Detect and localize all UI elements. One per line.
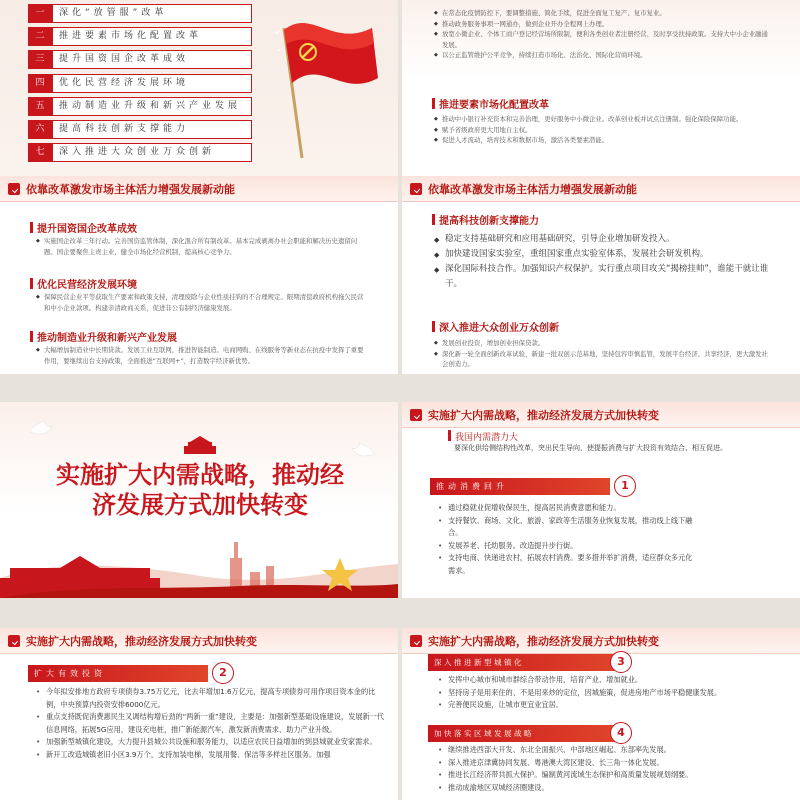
city-skyline-image (0, 528, 398, 598)
step-number-b: 4 (610, 722, 632, 744)
bullet-list-b (438, 744, 788, 794)
agenda-number: 七 (28, 143, 52, 162)
section-title-b: 深入推进大众创业万众创新 (432, 319, 559, 334)
slide-section-cover (0, 402, 398, 598)
header-title: 依靠改革激发市场主体活力增强发展新动能 (428, 183, 637, 196)
list-item: ◆ 保障民营企业平等获取生产要素和政策支持，清理废除与企业性质挂钩的不合理规定。限期清偿政府机构拖欠民营和中小企业款项。构建亲清政商关系，促进非公有制经济健康发展。 (36, 292, 366, 313)
agenda-label: 深入推进大众创业万众创新 (52, 143, 252, 162)
agenda-number: 一 (28, 4, 52, 23)
section-title: 优化民营经济发展环境 (30, 276, 137, 291)
header-title: 实施扩大内需战略，推动经济发展方式加快转变 (428, 635, 659, 648)
slide-agenda (0, 0, 398, 198)
agenda-label: 推进要素市场化配置改革 (52, 27, 252, 46)
slide-header (0, 176, 398, 202)
slide-header (402, 628, 800, 654)
list-item: • 继续推进西部大开发、东北全面振兴、中部地区崛起、东部率先发展。 (438, 744, 788, 757)
pill-heading-a: 深入推进新型城镇化 (428, 654, 618, 671)
agenda-label: 推动制造业升级和新兴产业发展 (52, 97, 252, 116)
agenda-label: 提高科技创新支撑能力 (52, 120, 252, 139)
section-text (36, 236, 366, 257)
pill-heading: 扩大有效投资 (28, 665, 208, 682)
section-title-a: 提高科技创新支撑能力 (432, 212, 539, 227)
list-item: • 发展养老、托幼服务。改造提升步行街。 (438, 540, 698, 553)
bullet-list-a (434, 232, 774, 292)
section-text (36, 345, 366, 366)
cover-title: 实施扩大内需战略，推动经 济发展方式加快转变 (56, 460, 344, 519)
list-item: • 通过稳就业促增收保民生，提高居民消费意愿和能力。 (438, 502, 698, 515)
check-icon (410, 409, 422, 421)
list-item: ◆ 加快建设国家实验室，重组国家重点实验室体系，发展社会研发机构。 (434, 247, 774, 262)
header-title: 实施扩大内需战略，推动经济发展方式加快转变 (26, 635, 257, 648)
list-item: ◆ 大幅增加制造业中长期贷款。发展工业互联网，推进智能制造。电商网购、在线服务等新业态在抗疫中发挥了重要作用，要继续出台支持政策，全面推进“互联网+”，打造数字经济新优势。 (36, 345, 366, 366)
agenda-row (28, 27, 252, 46)
check-icon (410, 635, 422, 647)
section-text (36, 292, 366, 313)
pill-heading-b: 加快落实区域发展战略 (428, 725, 618, 742)
agenda-label: 提升国资国企改革成效 (52, 50, 252, 69)
section-title: 推进要素市场化配置改革 (432, 96, 549, 111)
header-title: 依靠改革激发市场主体活力增强发展新动能 (26, 183, 235, 196)
section-title: 提升国资国企改革成效 (30, 220, 137, 235)
bullet-list-b (434, 114, 774, 146)
agenda-row (28, 4, 252, 23)
pill-heading: 推动消费回升 (430, 478, 610, 495)
slide-header (0, 628, 398, 654)
agenda-row (28, 50, 252, 69)
slide-urbanization (402, 628, 800, 800)
list-item: ◆ 推动政务服务事项一网通办，做到企业开办全程网上办理。 (434, 19, 774, 30)
list-item: ◆ 放宽小微企业、个体工商户登记经营场所限制，便利各类创业者注册经营、及时享受扶持政策。支持大中小企业融通发展。 (434, 29, 774, 50)
agenda-label: 优化民营经济发展环境 (52, 74, 252, 93)
list-item: • 推进长江经济带共抓大保护。编制黄河流域生态保护和高质量发展规划纲要。 (438, 769, 788, 782)
step-number: 2 (212, 662, 234, 684)
agenda-number: 二 (28, 27, 52, 46)
list-item: • 支持餐饮、商场、文化、旅游、家政等生活服务业恢复发展，推动线上线下融合。 (438, 515, 698, 540)
list-item: ◆ 促进人才流动，培育技术和数据市场，激活各类要素潜能。 (434, 135, 774, 146)
agenda-number: 三 (28, 50, 52, 69)
agenda-number: 六 (28, 120, 52, 139)
list-item: ◆ 深化国际科技合作。加强知识产权保护。实行重点项目攻关“揭榜挂帅”，谁能干就让谁干。 (434, 262, 774, 292)
list-item: ◆ 推动中小银行补充资本和完善治理，更好服务中小微企业。改革创业板并试点注册制。强化保险保障功能。 (434, 114, 774, 125)
section-title: 推动制造业升级和新兴产业发展 (30, 329, 177, 344)
agenda-label: 深化“放管服”改革 (52, 4, 252, 23)
bullet-list (36, 686, 386, 761)
header-title: 实施扩大内需战略，推动经济发展方式加快转变 (428, 409, 659, 422)
list-item: ◆ 发展创业投资，增加创业担保贷款。 (434, 338, 774, 349)
list-item: • 完善便民设施，让城市更宜业宜居。 (438, 699, 788, 712)
agenda-row (28, 143, 252, 162)
intro-text: 要深化供给侧结构性改革，突出民生导向，使提振消费与扩大投资有效结合、相互促进。 (454, 444, 727, 452)
agenda-row (28, 120, 252, 139)
agenda-number: 四 (28, 74, 52, 93)
slide-soe-reform (0, 176, 398, 374)
agenda-number: 五 (28, 97, 52, 116)
tiananmen-icon (180, 432, 220, 454)
list-item: ◆ 稳定支持基础研究和应用基础研究，引导企业增加研发投入。 (434, 232, 774, 247)
bullet-list-a (434, 8, 774, 61)
slide-reform-details (402, 0, 800, 198)
step-number: 1 (614, 475, 636, 497)
red-flag-image (262, 8, 382, 158)
list-item: • 今年拟安排地方政府专项债券3.75万亿元，比去年增加1.6万亿元，提高专项债券可用作项目资本金的比例，中央预算内投资安排6000亿元。 (36, 686, 386, 711)
bullet-list (438, 502, 698, 577)
dove-icon (350, 440, 376, 462)
list-item: • 发挥中心城市和城市群综合带动作用，培育产业、增加就业。 (438, 674, 788, 687)
dove-icon (28, 418, 54, 440)
list-item: • 加强新型城镇化建设，大力提升县城公共设施和服务能力，以适应农民日益增加的到县城就业安家需求。 (36, 736, 386, 749)
agenda-row (28, 74, 252, 93)
bullet-list-a (438, 674, 788, 712)
bullet-list-b (434, 338, 774, 370)
check-icon (410, 183, 422, 195)
list-item: • 重点支持既促消费惠民生又调结构增后劲的“两新一重”建设，主要是：加强新型基础设施建设，发展新一代信息网络，拓展5G应用，建设充电桩，推广新能源汽车，激发新消费需求、助力产业升级。 (36, 711, 386, 736)
subtitle: 我国内需潜力大 (448, 430, 518, 443)
list-item: ◆ 赋予省级政府更大用地自主权。 (434, 125, 774, 136)
check-icon (8, 635, 20, 647)
slide-domestic-demand (402, 402, 800, 598)
list-item: • 推动成渝地区双城经济圈建设。 (438, 782, 788, 795)
list-item: • 坚持房子是用来住的、不是用来炒的定位，因城施策，促进房地产市场平稳健康发展。 (438, 687, 788, 700)
slide-header (402, 176, 800, 202)
list-item: ◆ 在常态化疫情防控下，要调整措施、简化手续，促进全面复工复产、复市复业。 (434, 8, 774, 19)
list-item: • 新开工改造城镇老旧小区3.9万个，支持加装电梯，发展用餐、保洁等多样社区服务。加强 (36, 749, 386, 762)
list-item: • 深入推进京津冀协同发展、粤港澳大湾区建设、长三角一体化发展。 (438, 757, 788, 770)
step-number-a: 3 (610, 651, 632, 673)
slide-effective-investment (0, 628, 398, 800)
list-item: ◆ 深化新一轮全面创新改革试验，新建一批双创示范基地，坚持包容审慎监管，发展平台经济、共享经济，更大激发社会创造力。 (434, 349, 774, 370)
agenda-row (28, 97, 252, 116)
list-item: ◆ 实施国企改革三年行动。完善国资监管体制，深化混合所有制改革。基本完成剥离办社会职能和解决历史遗留问题。国企要聚焦主责主业，健全市场化经营机制，提高核心竞争力。 (36, 236, 366, 257)
list-item: ◆ 以公正监管维护公平竞争，持续打造市场化、法治化、国际化营商环境。 (434, 50, 774, 61)
slide-tech-innovation (402, 176, 800, 374)
list-item: • 支持电商、快递进农村，拓展农村消费。要多措并举扩消费，适应群众多元化需求。 (438, 552, 698, 577)
check-icon (8, 183, 20, 195)
slide-header (402, 402, 800, 428)
